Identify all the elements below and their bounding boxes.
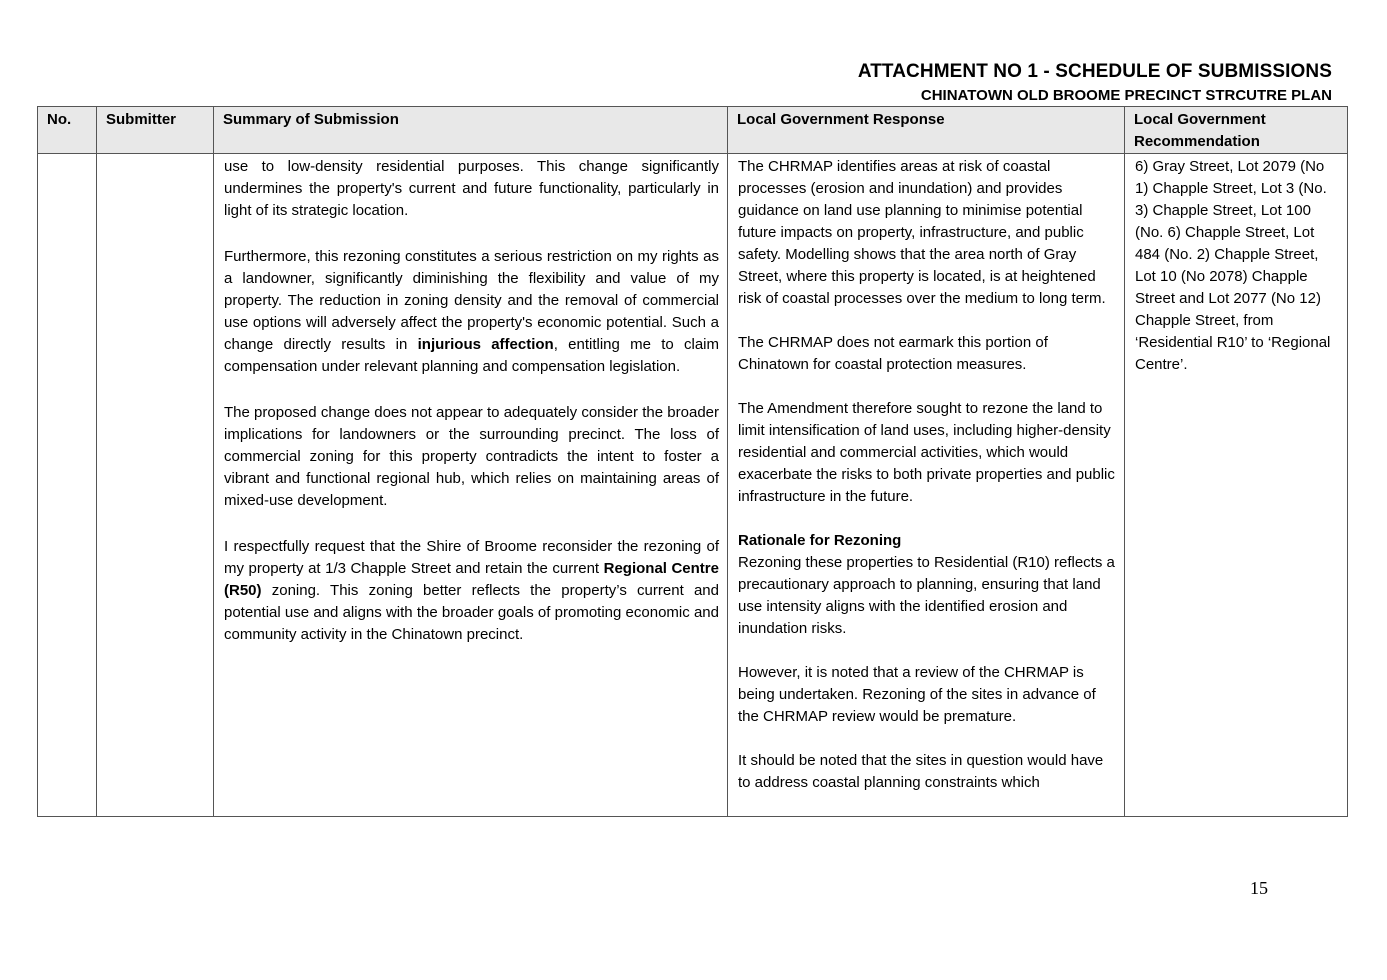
summary-paragraph-2 [224,246,719,378]
document-title: ATTACHMENT NO 1 - SCHEDULE OF SUBMISSIONS [857,61,1332,82]
response-paragraph-6: It should be noted that the sites in question would have to address coastal planning constraints which [738,752,1104,791]
summary-p2-text-a: Furthermore, this rezoning constitutes a serious restriction on my rights as a landowner, significantly diminishing the flexibility and value of my property. The reduction in zoning density and the removal of commercial use options will adversely affect the property's economic potential. Such a change directly results in [224,248,719,353]
page-number: 15 [1250,878,1268,898]
response-paragraph-5: However, it is noted that a review of the CHRMAP is being undertaken. Rezoning of the sites in advance of the CHRMAP review would be premature. [738,664,1096,725]
summary-p2-text-b: , entitling me to claim compensation under relevant planning and compensation legislation. [224,336,719,375]
submissions-table [37,106,1348,817]
response-paragraph-4: Rezoning these properties to Residential (R10) reflects a precautionary approach to planning, ensuring that land use intensity aligns with the identified erosion and inundation risks. [738,554,1115,637]
table-row [38,154,1348,817]
response-paragraph-3: The Amendment therefore sought to rezone the land to limit intensification of land uses, including higher-density residential and commercial activities, which would exacerbate the risks to both private properties and public infrastructure in the future. [738,400,1115,505]
cell-response [728,154,1125,817]
document-subtitle: CHINATOWN OLD BROOME PRECINCT STRCUTRE PLAN [920,87,1332,104]
column-header-response: Local Government Response [728,107,1125,154]
summary-paragraph-3: The proposed change does not appear to adequately consider the broader implications for landowners or the surrounding precinct. The loss of commercial zoning for this property contradicts the intent to foster a vibrant and functional regional hub, which relies on maintaining areas of mixed-use development. [224,404,719,509]
rationale-heading: Rationale for Rezoning [738,532,902,549]
summary-p2-bold: injurious affection [417,336,554,353]
column-header-recommendation: Local Government Recommendation [1125,107,1348,154]
summary-p4-text-a: I respectfully request that the Shire of Broome reconsider the rezoning of my property at 1/3 Chapple Street and retain the current [224,538,719,577]
summary-paragraph-4 [224,536,719,646]
table-header-row [38,107,1348,154]
summary-paragraph-1: use to low-density residential purposes. This change significantly undermines the property's current and future functionality, particularly in light of its strategic location. [224,158,719,219]
recommendation-text: 6) Gray Street, Lot 2079 (No 1) Chapple Street, Lot 3 (No. 3) Chapple Street, Lot 100 (No. 6) Chapple Street, Lot 484 (No. 2) Chapple Street, Lot 10 (No 2078) Chapple Street and Lot 2077 (No 12) Chapple Street, from ‘Residential R10’ to ‘Regional Centre’. [1135,158,1331,373]
column-header-submitter: Submitter [97,107,214,154]
cell-no [38,154,97,817]
cell-submitter [97,154,214,817]
cell-recommendation [1125,154,1348,817]
summary-p4-text-b: zoning. This zoning better reflects the property’s current and potential use and aligns with the broader goals of promoting economic and community activity in the Chinatown precinct. [224,582,719,643]
summary-p4-bold: Regional Centre (R50) [224,560,719,599]
cell-summary [214,154,728,817]
column-header-no: No. [38,107,97,154]
column-header-summary: Summary of Submission [214,107,728,154]
response-paragraph-1: The CHRMAP identifies areas at risk of coastal processes (erosion and inundation) and provides guidance on land use planning to minimise potential future impacts on property, infrastructure, and public safety. Modelling shows that the area north of Gray Street, where this property is located, is at heightened risk of coastal processes over the medium to long term. [738,158,1106,307]
response-paragraph-2: The CHRMAP does not earmark this portion of Chinatown for coastal protection measures. [738,334,1048,373]
response-rationale [738,530,1116,640]
